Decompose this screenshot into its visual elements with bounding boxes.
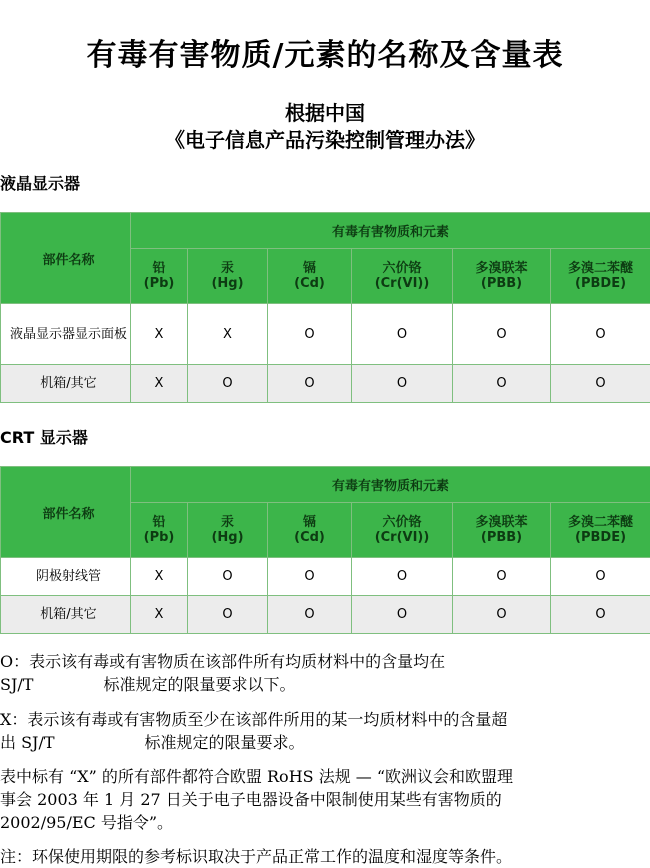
- mark-cell: O: [188, 558, 268, 596]
- note-footer: 注：环保使用期限的参考标识取决于产品正常工作的温度和湿度等条件。: [0, 847, 513, 866]
- mark-cell: O: [551, 365, 650, 403]
- col-header-cd: 镉 (Cd): [268, 503, 352, 558]
- mark-cell: O: [551, 596, 650, 634]
- mark-cell: O: [188, 365, 268, 403]
- col-header-pb: 铅 (Pb): [131, 503, 188, 558]
- note-rohs-line-1: 表中标有 “X” 的所有部件都符合欧盟 RoHS 法规 — “欧洲议会和欧盟理: [0, 767, 514, 786]
- mark-cell: X: [131, 304, 188, 365]
- col-header-cd: 镉 (Cd): [268, 249, 352, 304]
- part-name-header: 部件名称: [1, 467, 131, 558]
- table-row: [1, 596, 650, 634]
- note-x-line-2: 出 SJ/T 标准规定的限量要求。: [0, 733, 305, 752]
- mark-cell: O: [268, 558, 352, 596]
- note-rohs-line-3: 2002/95/EC 号指令”。: [0, 813, 174, 832]
- mark-cell: X: [188, 304, 268, 365]
- substance-table-crt: [0, 466, 650, 634]
- col-header-crvi: 六价铬 (Cr(VI)): [352, 249, 453, 304]
- note-o-definition: [0, 650, 650, 696]
- mark-cell: O: [453, 558, 551, 596]
- substance-table-lcd: [0, 212, 650, 403]
- substance-group-header: 有毒有害物质和元素: [131, 213, 650, 249]
- substance-group-header: 有毒有害物质和元素: [131, 467, 650, 503]
- col-header-pbb: 多溴联苯 (PBB): [453, 249, 551, 304]
- mark-cell: O: [268, 365, 352, 403]
- subtitle-line-1: 根据中国: [285, 101, 365, 125]
- mark-cell: X: [131, 558, 188, 596]
- note-rohs-compliance: [0, 765, 650, 834]
- col-header-pb: 铅 (Pb): [131, 249, 188, 304]
- mark-cell: O: [268, 596, 352, 634]
- part-name-cell: 液晶显示器显示面板: [1, 304, 131, 365]
- mark-cell: X: [131, 365, 188, 403]
- part-name-cell: 机箱/其它: [1, 596, 131, 634]
- note-x-line-1: X：表示该有毒或有害物质至少在该部件所用的某一均质材料中的含量超: [0, 710, 508, 729]
- mark-cell: X: [131, 596, 188, 634]
- mark-cell: O: [453, 304, 551, 365]
- col-header-crvi: 六价铬 (Cr(VI)): [352, 503, 453, 558]
- mark-cell: O: [453, 365, 551, 403]
- table-row: [1, 365, 650, 403]
- mark-cell: O: [551, 558, 650, 596]
- subtitle-line-2: 《电子信息产品污染控制管理办法》: [165, 128, 485, 152]
- section-label-lcd: 液晶显示器: [0, 174, 81, 193]
- mark-cell: O: [188, 596, 268, 634]
- part-name-cell: 阴极射线管: [1, 558, 131, 596]
- mark-cell: O: [268, 304, 352, 365]
- note-o-line-1: O：表示该有毒或有害物质在该部件所有均质材料中的含量均在: [0, 652, 446, 671]
- note-x-definition: [0, 708, 650, 754]
- col-header-pbde: 多溴二苯醚 (PBDE): [551, 503, 650, 558]
- col-header-pbde: 多溴二苯醚 (PBDE): [551, 249, 650, 304]
- page-title: 有毒有害物质/元素的名称及含量表: [86, 38, 564, 73]
- table-row: [1, 558, 650, 596]
- note-rohs-line-2: 事会 2003 年 1 月 27 日关于电子电器设备中限制使用某些有害物质的: [0, 790, 502, 809]
- mark-cell: O: [551, 304, 650, 365]
- part-name-header: 部件名称: [1, 213, 131, 304]
- mark-cell: O: [352, 365, 453, 403]
- col-header-hg: 汞 (Hg): [188, 249, 268, 304]
- note-o-line-2: SJ/T 标准规定的限量要求以下。: [0, 675, 296, 694]
- section-label-crt: CRT 显示器: [0, 428, 88, 447]
- mark-cell: O: [352, 558, 453, 596]
- mark-cell: O: [453, 596, 551, 634]
- table-row: [1, 304, 650, 365]
- part-name-cell: 机箱/其它: [1, 365, 131, 403]
- col-header-pbb: 多溴联苯 (PBB): [453, 503, 551, 558]
- mark-cell: O: [352, 304, 453, 365]
- mark-cell: O: [352, 596, 453, 634]
- col-header-hg: 汞 (Hg): [188, 503, 268, 558]
